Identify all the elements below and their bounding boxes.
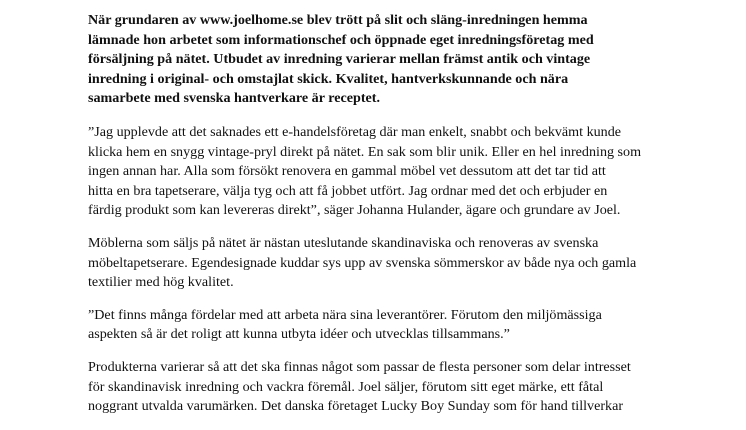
lead-paragraph: När grundaren av www.joelhome.se blev trött på slit och släng-inredningen hemma lämnade hon arbetet som informationschef och öppnade eget inredningsföretag med försäljning på nätet. Utbudet av inredning varierar mellan främst antik och vintage inredning i original- och omstajlat skick. Kvalitet, hantverkskunnande och nära samarbete med svenska hantverkare är receptet. (88, 12, 594, 107)
document-page (88, 11, 688, 430)
body-paragraph-products: Produkterna varierar så att det ska finnas något som passar de flesta personer som delar intresset för skandinavisk inredning och vackra föremål. Joel säljer, förutom sitt eget märke, ett fåtal noggrant utvalda varumärken. Det danska företaget Lucky Boy Sunday som för hand tillverkar (88, 358, 631, 415)
body-paragraph-furniture: Möblerna som säljs på nätet är nästan uteslutande skandinaviska och renoveras av svenska möbeltapetserare. Egendesignade kuddar sys upp av svenska sömmerskor av både nya och gamla textilier med hög kvalitet. (88, 234, 637, 291)
body-paragraph-quote-2: ”Det finns många fördelar med att arbeta nära sina leverantörer. Förutom den miljömässiga aspekten så är det roligt att kunna utbyta idéer och utvecklas tillsammans.” (88, 306, 602, 343)
body-paragraph-quote-1: ”Jag upplevde att det saknades ett e-handelsföretag där man enkelt, snabbt och bekvämt kunde klicka hem en snygg vintage-pryl direkt på nätet. En sak som blir unik. Eller en hel inredning som ingen annan har. Alla som försökt renovera en gammal möbel vet dessutom att det tar tid att hitta en bra tapetserare, välja tyg och att få jobbet utfört. Jag ordnar med det och erbjuder en färdig produkt som kan levereras direkt”, säger Johanna Hulander, ägare och grundare av Joel. (88, 123, 642, 219)
